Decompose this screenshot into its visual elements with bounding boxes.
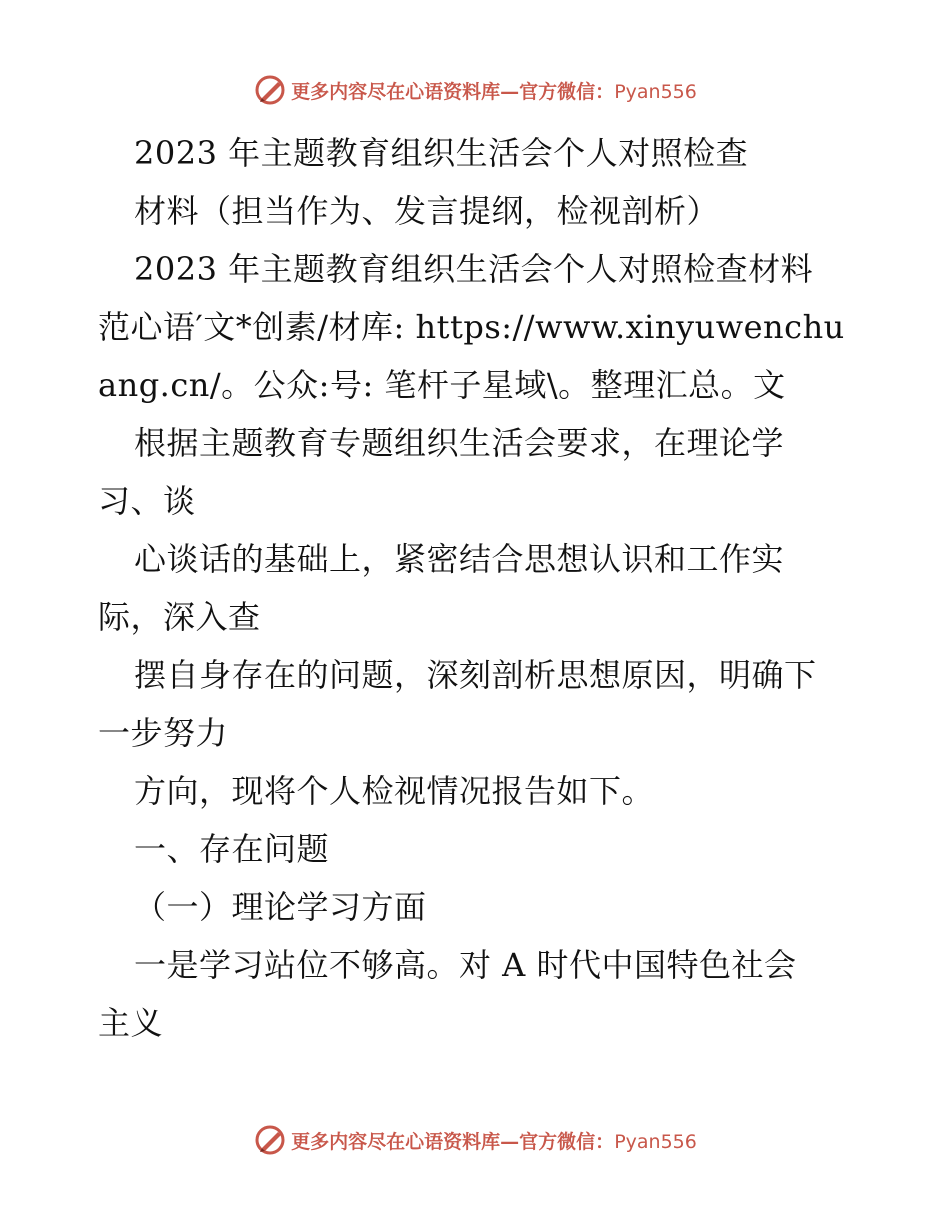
header-banner <box>0 70 950 110</box>
text-line: 一、存在问题 <box>134 830 330 868</box>
text-line: 方向，现将个人检视情况报告如下。 <box>134 772 655 810</box>
text-line: 2023 年主题教育组织生活会个人对照检查材料 <box>134 250 814 288</box>
text-line: 根据主题教育专题组织生活会要求，在理论学 <box>134 424 785 462</box>
banner-tail-prefix: 官方微信： <box>519 1130 615 1153</box>
pen-logo-icon <box>253 73 287 107</box>
banner-lead: 更多内容尽在心语资料库 <box>291 1130 501 1153</box>
banner-dash: — <box>500 80 520 103</box>
banner-text <box>291 77 697 104</box>
text-line: 一步努力 <box>98 714 229 752</box>
text-line: 际，深入查 <box>98 598 261 636</box>
text-line: 摆自身存在的问题，深刻剖析思想原因，明确下 <box>134 656 817 694</box>
text-line: 范心语′文*创素/材库: https://www.xinyuwenchu <box>98 308 845 346</box>
text-line: 心谈话的基础上，紧密结合思想认识和工作实 <box>134 540 785 578</box>
text-line: 材料（担当作为、发言提纲，检视剖析） <box>134 192 720 230</box>
document-body <box>98 124 858 1052</box>
banner-lead: 更多内容尽在心语资料库 <box>291 80 501 103</box>
text-line: 习、谈 <box>98 482 196 520</box>
pen-logo-icon <box>253 1123 287 1157</box>
banner-wechat-id: Pyan556 <box>614 1130 697 1153</box>
text-line: （一）理论学习方面 <box>134 888 427 926</box>
banner-dash: — <box>500 1130 520 1153</box>
banner-wechat-id: Pyan556 <box>614 80 697 103</box>
text-line: ang.cn/。公众:号: 笔杆子星域\。整理汇总。文 <box>98 366 786 404</box>
banner-text <box>291 1127 697 1154</box>
text-line: 一是学习站位不够高。对 A 时代中国特色社会 <box>134 946 797 984</box>
footer-banner <box>0 1120 950 1160</box>
text-line: 2023 年主题教育组织生活会个人对照检查 <box>134 134 749 172</box>
text-line: 主义 <box>98 1004 164 1042</box>
banner-tail-prefix: 官方微信： <box>519 80 615 103</box>
